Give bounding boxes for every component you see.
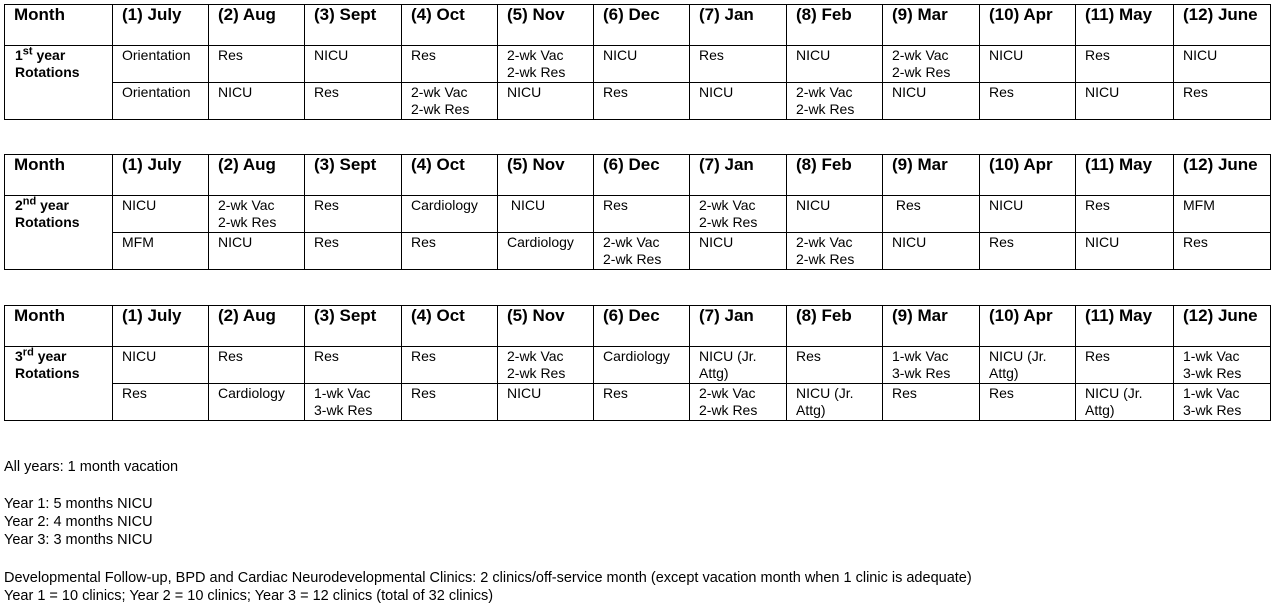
month-column-header: (7) Jan bbox=[690, 5, 787, 46]
rotation-cell bbox=[1174, 347, 1271, 384]
rotation-value: 1-wk Vac 3-wk Res bbox=[1183, 385, 1242, 418]
rotation-cell bbox=[402, 46, 498, 83]
rotation-row bbox=[5, 233, 1271, 270]
year-word: year bbox=[37, 348, 67, 364]
rotation-value: Res bbox=[603, 197, 628, 213]
rotation-value: Res bbox=[699, 47, 724, 63]
rotation-cell bbox=[883, 46, 980, 83]
rotation-cell bbox=[690, 347, 787, 384]
rotation-value: NICU bbox=[507, 385, 542, 401]
rotation-cell bbox=[1174, 233, 1271, 270]
month-column-header: (10) Apr bbox=[980, 155, 1076, 196]
rotation-value: Res bbox=[1085, 47, 1110, 63]
rotation-row bbox=[5, 347, 1271, 384]
rotation-value: Res bbox=[892, 385, 917, 401]
rotation-cell bbox=[980, 83, 1076, 120]
rotation-cell bbox=[402, 196, 498, 233]
rotation-cell bbox=[980, 46, 1076, 83]
rotation-cell bbox=[305, 233, 402, 270]
rotation-value: Res bbox=[314, 197, 339, 213]
rotation-value: 2-wk Vac 2-wk Res bbox=[796, 84, 855, 117]
rotation-value: NICU bbox=[603, 47, 638, 63]
rotation-value: Res bbox=[314, 234, 339, 250]
rotation-value: Res bbox=[411, 47, 436, 63]
rotation-cell bbox=[498, 347, 594, 384]
rotation-value: Res bbox=[989, 234, 1014, 250]
rotation-row bbox=[5, 46, 1271, 83]
rotation-value: 1-wk Vac 3-wk Res bbox=[314, 385, 373, 418]
rotation-table-year-2 bbox=[4, 154, 1271, 270]
rotation-value: Res bbox=[122, 385, 147, 401]
rotations-label: Rotations bbox=[15, 365, 80, 381]
rotation-cell bbox=[1076, 46, 1174, 83]
rotation-cell bbox=[305, 384, 402, 421]
rotation-cell bbox=[498, 233, 594, 270]
rotation-cell bbox=[883, 196, 980, 233]
rotation-cell bbox=[209, 233, 305, 270]
rotation-cell bbox=[883, 83, 980, 120]
rotation-cell bbox=[787, 46, 883, 83]
rotation-cell bbox=[594, 347, 690, 384]
vacation-note: All years: 1 month vacation bbox=[4, 459, 179, 475]
rotation-value: 2-wk Vac 2-wk Res bbox=[796, 234, 855, 267]
clinics-note: Developmental Follow-up, BPD and Cardiac Neurodevelopmental Clinics: 2 clinics/off-service month (except vacation month when 1 clinic is adequate) bbox=[4, 570, 972, 586]
month-column-header: (10) Apr bbox=[980, 306, 1076, 347]
month-column-header: (7) Jan bbox=[690, 155, 787, 196]
rotation-value: Res bbox=[892, 197, 921, 213]
month-column-header: (1) July bbox=[113, 155, 209, 196]
rotation-value: Res bbox=[989, 84, 1014, 100]
rotations-label: Rotations bbox=[15, 214, 80, 230]
rotation-value: Res bbox=[1085, 348, 1110, 364]
rotation-value: MFM bbox=[1183, 197, 1215, 213]
rotation-cell bbox=[883, 233, 980, 270]
rotation-value: Cardiology bbox=[411, 197, 478, 213]
rotation-cell bbox=[690, 384, 787, 421]
rotation-value: Cardiology bbox=[603, 348, 670, 364]
rotation-cell bbox=[209, 347, 305, 384]
month-column-header: (5) Nov bbox=[498, 155, 594, 196]
year-number: 1 bbox=[15, 47, 23, 63]
year2-nicu-note: Year 2: 4 months NICU bbox=[4, 514, 153, 530]
rotation-cell bbox=[787, 196, 883, 233]
month-header-row bbox=[5, 155, 1271, 196]
rotation-row bbox=[5, 196, 1271, 233]
rotation-value: NICU bbox=[989, 197, 1024, 213]
year-label bbox=[5, 347, 113, 421]
rotation-row bbox=[5, 384, 1271, 421]
rotation-cell bbox=[402, 384, 498, 421]
month-column-header: (7) Jan bbox=[690, 306, 787, 347]
month-column-header: (3) Sept bbox=[305, 306, 402, 347]
month-column-header: (1) July bbox=[113, 306, 209, 347]
rotation-value: Res bbox=[218, 47, 243, 63]
rotation-cell bbox=[883, 384, 980, 421]
rotation-cell bbox=[594, 46, 690, 83]
rotation-value: Res bbox=[603, 385, 628, 401]
rotation-value: 2-wk Vac 2-wk Res bbox=[507, 348, 566, 381]
year-ordinal-suffix: nd bbox=[22, 195, 37, 208]
year1-nicu-note: Year 1: 5 months NICU bbox=[4, 496, 153, 512]
rotation-cell bbox=[498, 46, 594, 83]
rotation-value: MFM bbox=[122, 234, 154, 250]
rotation-cell bbox=[594, 233, 690, 270]
rotation-value: NICU bbox=[314, 47, 349, 63]
rotation-cell bbox=[980, 384, 1076, 421]
rotation-cell bbox=[1076, 347, 1174, 384]
rotation-value: NICU bbox=[989, 47, 1024, 63]
rotation-cell bbox=[594, 83, 690, 120]
year3-nicu-note: Year 3: 3 months NICU bbox=[4, 532, 153, 548]
rotation-value: NICU bbox=[1085, 84, 1120, 100]
year-ordinal-suffix: st bbox=[22, 45, 33, 58]
rotation-cell bbox=[402, 347, 498, 384]
month-column-header: (2) Aug bbox=[209, 155, 305, 196]
rotation-value: NICU bbox=[507, 197, 546, 213]
year-word: year bbox=[36, 47, 66, 63]
month-column-header: (4) Oct bbox=[402, 306, 498, 347]
month-column-header: (2) Aug bbox=[209, 306, 305, 347]
rotation-cell bbox=[498, 384, 594, 421]
rotation-cell bbox=[113, 384, 209, 421]
rotation-cell bbox=[980, 196, 1076, 233]
rotation-table-year-3 bbox=[4, 305, 1271, 421]
year-number: 3 bbox=[15, 348, 23, 364]
rotation-value: Res bbox=[411, 385, 436, 401]
rotation-cell bbox=[113, 83, 209, 120]
month-column-header: (1) July bbox=[113, 5, 209, 46]
month-column-header: (12) June bbox=[1174, 5, 1271, 46]
rotation-cell bbox=[209, 196, 305, 233]
rotation-value: Res bbox=[1183, 234, 1208, 250]
rotation-cell bbox=[690, 233, 787, 270]
rotation-cell bbox=[1174, 46, 1271, 83]
month-column-header: (4) Oct bbox=[402, 5, 498, 46]
rotation-value: NICU bbox=[218, 234, 253, 250]
rotation-cell bbox=[1076, 233, 1174, 270]
month-column-header: (8) Feb bbox=[787, 306, 883, 347]
rotation-value: Res bbox=[989, 385, 1014, 401]
month-column-header: (9) Mar bbox=[883, 5, 980, 46]
rotation-cell bbox=[690, 83, 787, 120]
rotation-value: Cardiology bbox=[218, 385, 285, 401]
rotation-value: Res bbox=[218, 348, 243, 364]
rotation-cell bbox=[305, 347, 402, 384]
clinic-totals-note: Year 1 = 10 clinics; Year 2 = 10 clinics; Year 3 = 12 clinics (total of 32 clinics) bbox=[4, 588, 494, 604]
rotation-cell bbox=[209, 83, 305, 120]
rotation-cell bbox=[305, 46, 402, 83]
rotation-cell bbox=[1076, 83, 1174, 120]
rotation-row bbox=[5, 83, 1271, 120]
month-column-header: (6) Dec bbox=[594, 5, 690, 46]
month-column-header: (11) May bbox=[1076, 155, 1174, 196]
year-number: 2 bbox=[15, 197, 23, 213]
rotation-cell bbox=[787, 233, 883, 270]
rotation-value: NICU bbox=[1085, 234, 1120, 250]
year-word: year bbox=[40, 197, 69, 213]
rotation-cell bbox=[498, 83, 594, 120]
month-header-row bbox=[5, 5, 1271, 46]
month-column-header: (5) Nov bbox=[498, 5, 594, 46]
month-header: Month bbox=[5, 155, 113, 196]
month-column-header: (8) Feb bbox=[787, 5, 883, 46]
rotation-cell bbox=[305, 196, 402, 233]
rotation-value: NICU (Jr. Attg) bbox=[699, 348, 757, 381]
rotation-value: NICU bbox=[122, 197, 157, 213]
rotation-cell bbox=[498, 196, 594, 233]
year-label bbox=[5, 196, 113, 270]
month-column-header: (8) Feb bbox=[787, 155, 883, 196]
rotation-value: 1-wk Vac 3-wk Res bbox=[1183, 348, 1242, 381]
rotation-cell bbox=[1174, 196, 1271, 233]
rotation-value: NICU (Jr. Attg) bbox=[989, 348, 1047, 381]
month-column-header: (11) May bbox=[1076, 5, 1174, 46]
month-column-header: (12) June bbox=[1174, 155, 1271, 196]
rotation-value: Res bbox=[411, 348, 436, 364]
month-column-header: (11) May bbox=[1076, 306, 1174, 347]
rotation-table-year-1 bbox=[4, 4, 1271, 120]
month-column-header: (6) Dec bbox=[594, 155, 690, 196]
rotation-cell bbox=[883, 347, 980, 384]
rotation-cell bbox=[1076, 384, 1174, 421]
rotation-cell bbox=[305, 83, 402, 120]
rotation-value: 2-wk Vac 2-wk Res bbox=[411, 84, 470, 117]
rotation-value: 2-wk Vac 2-wk Res bbox=[892, 47, 951, 80]
rotation-value: 2-wk Vac 2-wk Res bbox=[603, 234, 662, 267]
rotation-value: Res bbox=[603, 84, 628, 100]
month-column-header: (4) Oct bbox=[402, 155, 498, 196]
rotation-cell bbox=[1174, 83, 1271, 120]
month-column-header: (12) June bbox=[1174, 306, 1271, 347]
rotation-value: Res bbox=[796, 348, 821, 364]
rotation-value: NICU (Jr. Attg) bbox=[796, 385, 854, 418]
rotation-cell bbox=[402, 83, 498, 120]
month-column-header: (9) Mar bbox=[883, 306, 980, 347]
month-column-header: (2) Aug bbox=[209, 5, 305, 46]
rotations-label: Rotations bbox=[15, 64, 80, 80]
rotation-cell bbox=[594, 384, 690, 421]
month-header: Month bbox=[5, 306, 113, 347]
month-column-header: (10) Apr bbox=[980, 5, 1076, 46]
rotation-value: NICU bbox=[699, 84, 734, 100]
rotation-value: NICU bbox=[699, 234, 734, 250]
rotation-cell bbox=[1076, 196, 1174, 233]
rotation-value: Cardiology bbox=[507, 234, 574, 250]
rotation-value: 2-wk Vac 2-wk Res bbox=[218, 197, 277, 230]
year-ordinal-suffix: rd bbox=[22, 346, 34, 359]
rotation-value: Orientation bbox=[122, 47, 191, 63]
rotation-cell bbox=[980, 233, 1076, 270]
rotation-value: 2-wk Vac 2-wk Res bbox=[507, 47, 566, 80]
rotation-cell bbox=[402, 233, 498, 270]
rotation-value: NICU (Jr. Attg) bbox=[1085, 385, 1143, 418]
rotation-value: Orientation bbox=[122, 84, 191, 100]
rotation-cell bbox=[690, 46, 787, 83]
rotation-cell bbox=[980, 347, 1076, 384]
rotation-value: NICU bbox=[892, 234, 927, 250]
rotation-cell bbox=[113, 196, 209, 233]
rotation-value: NICU bbox=[796, 47, 831, 63]
month-header: Month bbox=[5, 5, 113, 46]
month-header-row bbox=[5, 306, 1271, 347]
rotation-value: 1-wk Vac 3-wk Res bbox=[892, 348, 951, 381]
rotation-value: Res bbox=[314, 348, 339, 364]
rotation-value: NICU bbox=[1183, 47, 1218, 63]
rotation-cell bbox=[113, 347, 209, 384]
rotation-cell bbox=[209, 384, 305, 421]
rotation-cell bbox=[113, 233, 209, 270]
rotation-value: Res bbox=[1085, 197, 1110, 213]
rotation-cell bbox=[787, 83, 883, 120]
rotation-value: NICU bbox=[796, 197, 831, 213]
rotation-cell bbox=[113, 46, 209, 83]
rotation-value: Res bbox=[411, 234, 436, 250]
rotation-value: 2-wk Vac 2-wk Res bbox=[699, 197, 758, 230]
year-label bbox=[5, 46, 113, 120]
rotation-value: NICU bbox=[122, 348, 157, 364]
rotation-value: NICU bbox=[892, 84, 927, 100]
rotation-value: Res bbox=[314, 84, 339, 100]
rotation-value: NICU bbox=[507, 84, 542, 100]
rotation-value: NICU bbox=[218, 84, 253, 100]
rotation-cell bbox=[787, 347, 883, 384]
month-column-header: (5) Nov bbox=[498, 306, 594, 347]
rotation-cell bbox=[1174, 384, 1271, 421]
rotation-cell bbox=[209, 46, 305, 83]
month-column-header: (3) Sept bbox=[305, 155, 402, 196]
rotation-value: Res bbox=[1183, 84, 1208, 100]
rotation-cell bbox=[690, 196, 787, 233]
month-column-header: (9) Mar bbox=[883, 155, 980, 196]
rotation-cell bbox=[594, 196, 690, 233]
rotation-cell bbox=[787, 384, 883, 421]
month-column-header: (3) Sept bbox=[305, 5, 402, 46]
rotation-value: 2-wk Vac 2-wk Res bbox=[699, 385, 758, 418]
month-column-header: (6) Dec bbox=[594, 306, 690, 347]
